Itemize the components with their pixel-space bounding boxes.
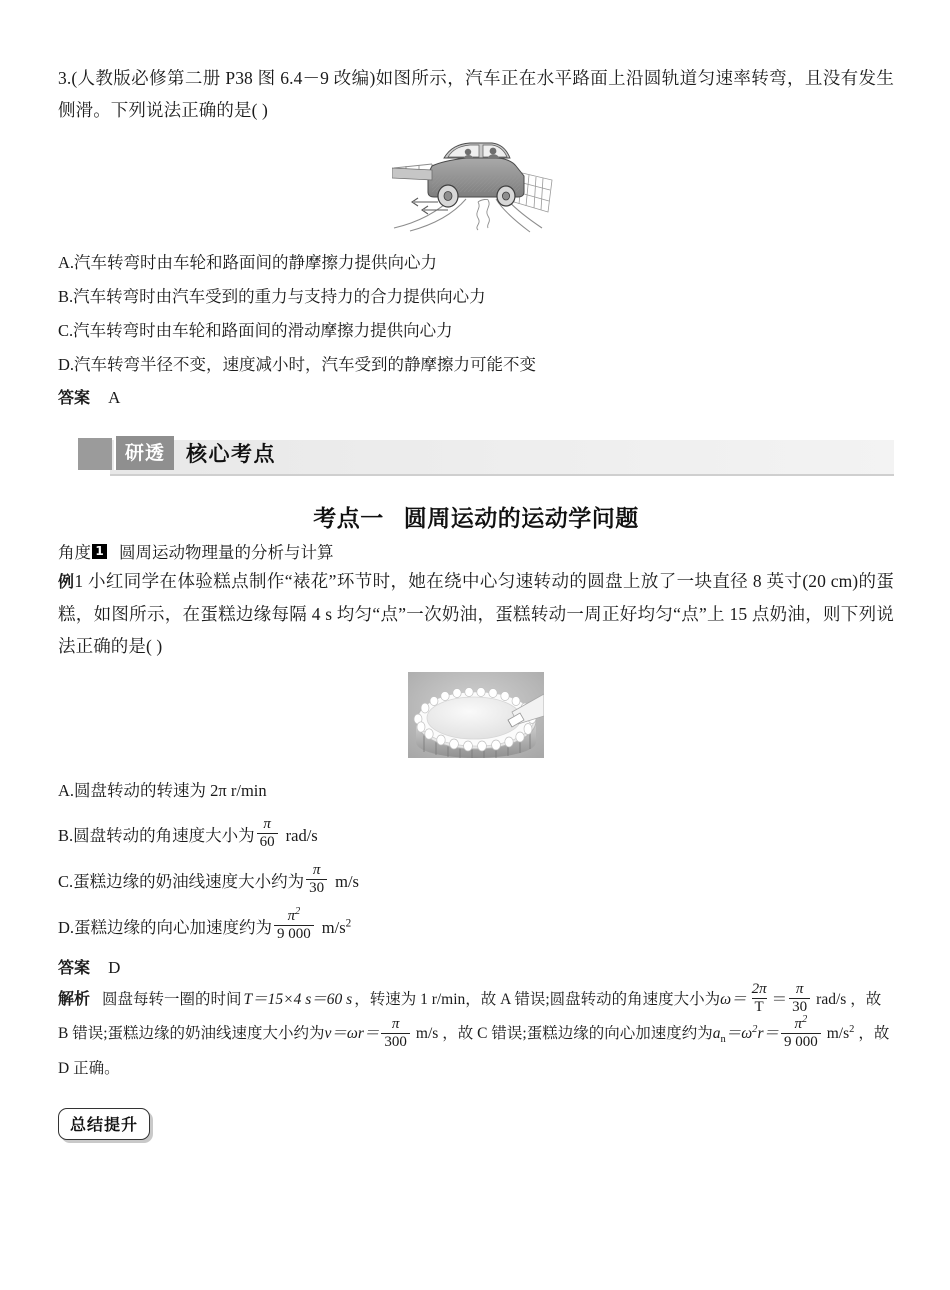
example-option-b-text: 圆盘转动的角速度大小为 [73,825,255,845]
option-b: B.汽车转弯时由汽车受到的重力与支持力的合力提供向心力 [58,287,486,306]
example-option-d [58,906,894,944]
example1-answer-row [58,954,894,982]
analysis-seg5: ，故 D 正确。 [58,1025,890,1077]
example-tag: 例 [58,572,75,591]
banner-left-block [78,438,112,470]
fraction-pi2-9000 [274,906,314,943]
example-option-d-text: 蛋糕边缘的向心加速度约为 [74,917,273,937]
fraction-denominator: 9 000 [781,1033,821,1051]
example-option-c-text: 蛋糕边缘的奶油线速度大小约为 [73,871,305,891]
example1-options [58,775,894,944]
fraction-numerator: π [391,1015,400,1032]
example1-stem-row [58,565,894,662]
example-option-b [58,818,894,852]
analysis-an-eq: $a_n=\omega^2r=$ [712,1024,779,1046]
car-turning-svg [392,136,560,234]
example-option-b-unit: rad/s [285,825,318,845]
jiaodu-title: 圆周运动物理量的分析与计算 [119,543,334,562]
example1-stem: 小红同学在体验糕点制作“裱花”环节时，她在绕中心匀速转动的圆盘上放了一块直径 8 英寸(20 cm)的蛋糕，如图所示，在蛋糕边缘每隔 4 s 均匀“点”一次奶油，蛋糕转动一周正好均匀“点”上 15 点奶油，则下列说法正确的是( ) [58,571,894,656]
fraction-numerator: π [312,862,321,878]
analysis-unit3: $m/s^2$ [826,1024,855,1043]
fraction-pi-over-300 [381,1017,410,1051]
fraction-numerator: π [263,816,271,832]
analysis-eq-mid: ＝ [771,991,788,1008]
example-answer-value: D [108,958,121,977]
example-option-b-letter: B. [58,825,74,845]
fraction-denominator: 9 000 [274,925,314,943]
analysis-unit2: m/s [415,1025,439,1043]
cake-photo-svg [408,672,544,758]
kaodian-heading [58,500,894,533]
analysis-unit1: rad/s [816,991,847,1008]
example-option-c-unit: m/s [335,871,359,891]
analysis-eq1: T＝15×4 s＝60 s [243,991,353,1008]
fraction-pi-30 [306,863,327,897]
car-turning-illustration [392,136,560,234]
fraction-numerator: 2π [751,981,767,998]
example-option-c-letter: C. [58,871,74,891]
page-content [58,62,894,1140]
fraction-denominator: 300 [381,1033,410,1051]
analysis-label: 解析 [58,989,91,1008]
fraction-numerator: π [795,981,804,998]
example1-analysis [58,982,894,1086]
jiaodu-label: 角度 [58,543,91,562]
section-banner [58,438,894,478]
banner-tag: 研透 [114,436,174,470]
example-answer-label: 答案 [58,958,91,977]
fraction-denominator: 30 [306,879,327,897]
fraction-denominator: T [752,998,767,1016]
example-option-d-letter: D. [58,917,75,937]
analysis-seg4: ，故 C 错误;蛋糕边缘的向心加速度约为 [442,1025,713,1043]
question3-figure-wrap [58,136,894,239]
option-d: D.汽车转弯半径不变，速度减小时，汽车受到的静摩擦力可能不变 [58,355,537,374]
analysis-seg1: 圆盘每转一圈的时间 [102,991,242,1008]
jiaodu-heading [58,539,894,563]
example-option-a-letter: A. [58,781,75,800]
answer-label: 答案 [58,388,91,407]
fraction-pi-60 [257,817,278,851]
fraction-numerator: $\pi^2$ [794,1013,808,1032]
answer-value: A [108,388,121,407]
footer-badge-wrap [58,1108,894,1140]
jiaodu-number-badge: 1 [92,544,107,559]
question3-stem: 3.(人教版必修第二册 P38 图 6.4－9 改编)如图所示，汽车正在水平路面上沿圆轨道匀速率转弯，且没有发生侧滑。下列说法正确的是( ) [58,68,894,120]
example-option-d-unit: $m/s^2$ [321,917,352,937]
cake-piping-photo [408,672,544,758]
question3-answer-row [58,384,894,412]
analysis-v-eq: v＝ωr＝ [324,1025,380,1043]
summary-badge: 总结提升 [58,1108,150,1140]
analysis-seg2: ，转速为 1 r/min，故 A 错误;圆盘转动的角速度大小为 [354,991,721,1008]
example-option-a-text: 圆盘转动的转速为 2π r/min [74,781,267,800]
example-option-c [58,864,894,898]
fraction-2pi-over-T [749,982,770,1016]
analysis-omega: ω＝ [720,991,747,1008]
kaodian-title: 圆周运动的运动学问题 [403,506,639,532]
fraction-denominator: 30 [789,998,810,1016]
example-option-a [58,775,894,806]
fraction-pi-over-30 [789,982,810,1016]
option-c: C.汽车转弯时由车轮和路面间的滑动摩擦力提供向心力 [58,321,453,340]
fraction-denominator: 60 [257,833,278,851]
option-a: A.汽车转弯时由车轮和路面间的静摩擦力提供向心力 [58,253,438,272]
fraction-pi2-over-9000 [781,1013,821,1051]
fraction-numerator: $\pi^2$ [287,906,301,924]
question3-options [58,247,894,380]
example-index: 1 [74,571,84,591]
example1-figure-wrap [58,672,894,763]
banner-title: 核心考点 [186,442,276,466]
analysis-seg3: ，故 B 错误;蛋糕边缘的奶油线速度大小约为 [58,991,882,1043]
kaodian-number: 考点一 [313,506,384,532]
